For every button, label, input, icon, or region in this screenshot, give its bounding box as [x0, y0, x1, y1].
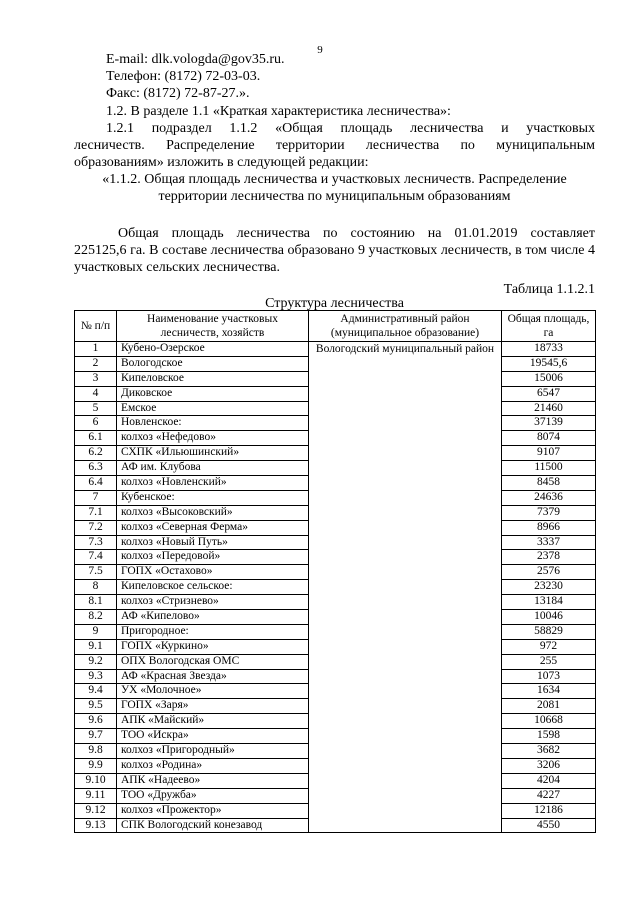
row-number: 8.2	[75, 610, 117, 625]
row-forestry-name: колхоз «Новленский»	[117, 476, 309, 491]
table-body	[75, 342, 596, 833]
row-number: 9.8	[75, 744, 117, 759]
row-forestry-name: АФ «Кипелово»	[117, 610, 309, 625]
row-forestry-name: Кубено-Озерское	[117, 342, 309, 357]
row-number: 1	[75, 342, 117, 357]
row-forestry-name: ГОПХ «Остахово»	[117, 565, 309, 580]
row-area: 2081	[502, 699, 596, 714]
row-number: 7.2	[75, 520, 117, 535]
row-forestry-name: Кипеловское	[117, 371, 309, 386]
row-area: 11500	[502, 461, 596, 476]
row-area: 19545,6	[502, 356, 596, 371]
row-area: 24636	[502, 490, 596, 505]
row-number: 6.4	[75, 476, 117, 491]
row-number: 9.1	[75, 639, 117, 654]
row-forestry-name: Диковское	[117, 386, 309, 401]
row-number: 7.4	[75, 550, 117, 565]
row-number: 9.10	[75, 773, 117, 788]
table-row	[75, 342, 596, 357]
row-area: 972	[502, 639, 596, 654]
row-forestry-name: ГОПХ «Заря»	[117, 699, 309, 714]
row-forestry-name: ОПХ Вологодская ОМС	[117, 654, 309, 669]
email-line: E-mail: dlk.vologda@gov35.ru.	[106, 52, 285, 67]
row-area: 4204	[502, 773, 596, 788]
row-number: 9.11	[75, 788, 117, 803]
row-forestry-name: СПК Вологодский конезавод	[117, 818, 309, 833]
row-area: 1634	[502, 684, 596, 699]
body-line1: Общая площадь лесничества по состоянию на 01.01.2019 составляет	[118, 226, 595, 241]
row-area: 15006	[502, 371, 596, 386]
row-number: 9.12	[75, 803, 117, 818]
row-forestry-name: АФ им. Клубова	[117, 461, 309, 476]
row-forestry-name: Кубенское:	[117, 490, 309, 505]
header-name: Наименование участковых лесничеств, хозяйств	[117, 311, 309, 342]
row-number: 7.5	[75, 565, 117, 580]
row-area: 21460	[502, 401, 596, 416]
row-forestry-name: СХПК «Ильюшинский»	[117, 446, 309, 461]
row-area: 4227	[502, 788, 596, 803]
row-number: 5	[75, 401, 117, 416]
section-heading-line2: территории лесничества по муниципальным образованиям	[158, 189, 511, 204]
row-number: 7.1	[75, 505, 117, 520]
row-forestry-name: колхоз «Родина»	[117, 758, 309, 773]
row-number: 9.6	[75, 714, 117, 729]
table-caption: Таблица 1.1.2.1	[503, 282, 595, 297]
row-number: 9.13	[75, 818, 117, 833]
row-number: 7	[75, 490, 117, 505]
row-forestry-name: ГОПХ «Куркино»	[117, 639, 309, 654]
row-area: 2576	[502, 565, 596, 580]
row-area: 8966	[502, 520, 596, 535]
row-forestry-name: колхоз «Стризнево»	[117, 595, 309, 610]
row-area: 10046	[502, 610, 596, 625]
row-area: 18733	[502, 342, 596, 357]
row-area: 9107	[502, 446, 596, 461]
row-forestry-name: УХ «Молочное»	[117, 684, 309, 699]
table-header-row	[75, 311, 596, 342]
row-number: 8.1	[75, 595, 117, 610]
row-number: 3	[75, 371, 117, 386]
paragraph-1-2-1-rest: лесничеств. Распределение территории лесничества по муниципальным образованиям» изложить в следующей редакции:	[74, 138, 595, 170]
row-number: 2	[75, 356, 117, 371]
row-number: 6.3	[75, 461, 117, 476]
paragraph-1-2-1-line1: 1.2.1 подраздел 1.1.2 «Общая площадь лесничества и участковых	[106, 121, 595, 136]
header-district: Административный район (муниципальное образование)	[309, 311, 502, 342]
row-number: 9	[75, 624, 117, 639]
row-area: 23230	[502, 580, 596, 595]
row-area: 1073	[502, 669, 596, 684]
row-area: 7379	[502, 505, 596, 520]
row-number: 7.3	[75, 535, 117, 550]
row-forestry-name: Емское	[117, 401, 309, 416]
row-area: 3206	[502, 758, 596, 773]
phone-line: Телефон: (8172) 72-03-03.	[106, 69, 261, 84]
row-area: 6547	[502, 386, 596, 401]
row-area: 8074	[502, 431, 596, 446]
row-number: 6	[75, 416, 117, 431]
row-forestry-name: Вологодское	[117, 356, 309, 371]
fax-line: Факс: (8172) 72-87-27.».	[106, 86, 250, 101]
district-cell: Вологодский муниципальный район	[309, 342, 502, 833]
row-area: 255	[502, 654, 596, 669]
page-number: 9	[317, 44, 323, 56]
row-area: 3682	[502, 744, 596, 759]
row-forestry-name: ТОО «Дружба»	[117, 788, 309, 803]
row-forestry-name: АФ «Красная Звезда»	[117, 669, 309, 684]
row-forestry-name: колхоз «Пригородный»	[117, 744, 309, 759]
row-area: 2378	[502, 550, 596, 565]
row-area: 3337	[502, 535, 596, 550]
row-area: 4550	[502, 818, 596, 833]
row-number: 9.2	[75, 654, 117, 669]
row-area: 1598	[502, 729, 596, 744]
row-forestry-name: колхоз «Нефедово»	[117, 431, 309, 446]
table-title: Структура лесничества	[265, 296, 404, 311]
section-heading-line1: «1.1.2. Общая площадь лесничества и участковых лесничеств. Распределение	[102, 172, 567, 187]
forestry-structure-table	[74, 310, 596, 833]
row-forestry-name: Пригородное:	[117, 624, 309, 639]
row-area: 12186	[502, 803, 596, 818]
row-number: 9.9	[75, 758, 117, 773]
row-forestry-name: АПК «Надеево»	[117, 773, 309, 788]
body-rest: 225125,6 га. В составе лесничества образовано 9 участковых лесничеств, в том числе 4 участковых сельских лесничества.	[74, 243, 595, 275]
row-forestry-name: Кипеловское сельское:	[117, 580, 309, 595]
row-area: 37139	[502, 416, 596, 431]
row-forestry-name: колхоз «Новый Путь»	[117, 535, 309, 550]
row-forestry-name: колхоз «Прожектор»	[117, 803, 309, 818]
row-forestry-name: колхоз «Высоковский»	[117, 505, 309, 520]
row-number: 8	[75, 580, 117, 595]
row-number: 9.4	[75, 684, 117, 699]
paragraph-1-2: 1.2. В разделе 1.1 «Краткая характеристика лесничества»:	[106, 104, 451, 119]
row-area: 13184	[502, 595, 596, 610]
header-num: № п/п	[75, 311, 117, 342]
row-area: 10668	[502, 714, 596, 729]
header-area: Общая площадь, га	[502, 311, 596, 342]
row-area: 58829	[502, 624, 596, 639]
row-number: 9.7	[75, 729, 117, 744]
row-forestry-name: колхоз «Северная Ферма»	[117, 520, 309, 535]
row-forestry-name: колхоз «Передовой»	[117, 550, 309, 565]
row-forestry-name: Новленское:	[117, 416, 309, 431]
row-forestry-name: ТОО «Искра»	[117, 729, 309, 744]
row-number: 6.2	[75, 446, 117, 461]
row-area: 8458	[502, 476, 596, 491]
row-forestry-name: АПК «Майский»	[117, 714, 309, 729]
row-number: 9.3	[75, 669, 117, 684]
row-number: 9.5	[75, 699, 117, 714]
row-number: 6.1	[75, 431, 117, 446]
row-number: 4	[75, 386, 117, 401]
